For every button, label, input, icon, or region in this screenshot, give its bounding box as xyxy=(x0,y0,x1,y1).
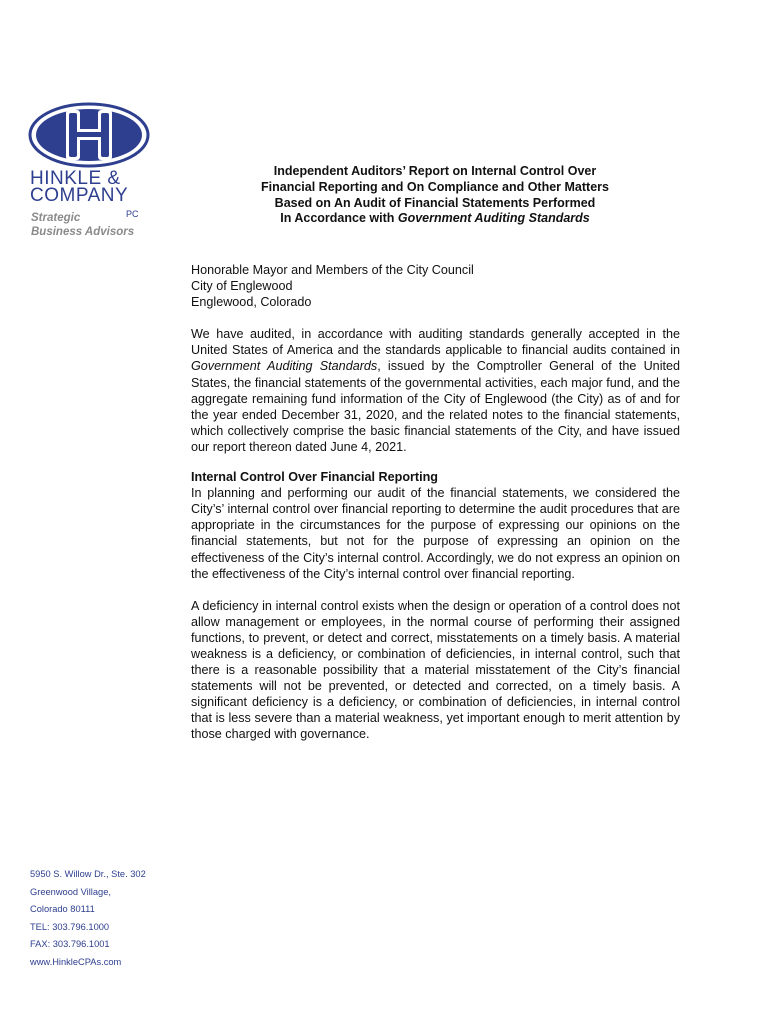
tagline-line2: Business Advisors xyxy=(31,226,135,238)
footer-city: Greenwood Village, xyxy=(30,886,111,897)
report-body xyxy=(191,262,680,755)
firm-name xyxy=(30,170,150,204)
addressee-line1: Honorable Mayor and Members of the City Council xyxy=(191,263,474,277)
tagline-line1: Strategic xyxy=(31,212,81,224)
footer-tel: TEL: 303.796.1000 xyxy=(30,921,110,932)
firm-tagline xyxy=(31,211,134,239)
firm-name-line2: COMPANY xyxy=(30,185,129,206)
addressee-block xyxy=(191,262,680,310)
audit-scope-paragraph xyxy=(191,326,680,455)
audit-scope-text-b: , issued by the Comptroller General of the United States, the financial statements of the governmental activities, each major fund, and the aggregate remaining fund information of the City of Englewood (the City) as of and for the year ended December 31, 2020, and the related notes to the financial statements, which collectively comprise the basic financial statements of the City, and have issued our report thereon dated June 4, 2021. xyxy=(191,359,680,454)
addressee-line3: Englewood, Colorado xyxy=(191,295,312,310)
firm-name-line1: HINKLE & xyxy=(30,168,121,189)
title-line2: Financial Reporting and On Compliance and Other Matters xyxy=(261,179,609,194)
firm-logo xyxy=(28,100,158,170)
footer-street: 5950 S. Willow Dr., Ste. 302 xyxy=(30,869,146,879)
firm-contact-footer xyxy=(30,866,170,972)
report-title xyxy=(190,164,680,227)
addressee-line2: City of Englewood xyxy=(191,279,293,294)
section-heading-internal-control: Internal Control Over Financial Reporting xyxy=(191,470,439,485)
firm-suffix: PC xyxy=(126,209,139,219)
title-line3: Based on An Audit of Financial Statements Performed xyxy=(274,195,596,210)
audit-scope-italic: Government Auditing Standards xyxy=(191,359,378,374)
title-line4 xyxy=(190,211,680,227)
internal-control-paragraph: In planning and performing our audit of the financial statements, we considered the City’s’ internal control over financial reporting to determine the audit procedures that are appropriate in the circumstances for the purpose of expressing our opinions on the financial statements, but not for the purpose of expressing an opinion on the effectiveness of the City’s internal control. Accordingly, we do not express an opinion on the effectiveness of the City’s internal control over financial reporting. xyxy=(191,486,680,581)
title-line1: Independent Auditors’ Report on Internal Control Over xyxy=(273,164,597,178)
title-line4-prefix: In Accordance with xyxy=(280,211,398,226)
audit-scope-text-a: We have audited, in accordance with auditing standards generally accepted in the United States of America and the standards applicable to financial audits contained in xyxy=(191,327,680,358)
footer-state-zip: Colorado 80111 xyxy=(30,904,95,915)
hinkle-oval-logo-icon xyxy=(28,100,150,170)
deficiency-paragraph: A deficiency in internal control exists when the design or operation of a control does not allow management or employees, in the normal course of performing their assigned functions, to prevent, or detect and correct, misstatements on a timely basis. A material weakness is a deficiency, or combination of deficiencies, in internal control, such that there is a reasonable possibility that a material misstatement of the City’s financial statements will not be prevented, or detected and corrected, on a timely basis. A significant deficiency is a deficiency, or combination of deficiencies, in internal control that is less severe than a material weakness, yet important enough to merit attention by those charged with governance. xyxy=(191,598,680,742)
footer-fax: FAX: 303.796.1001 xyxy=(30,939,110,950)
footer-web-link[interactable]: www.HinkleCPAs.com xyxy=(30,956,122,967)
title-line4-italic: Government Auditing Standards xyxy=(397,211,590,226)
